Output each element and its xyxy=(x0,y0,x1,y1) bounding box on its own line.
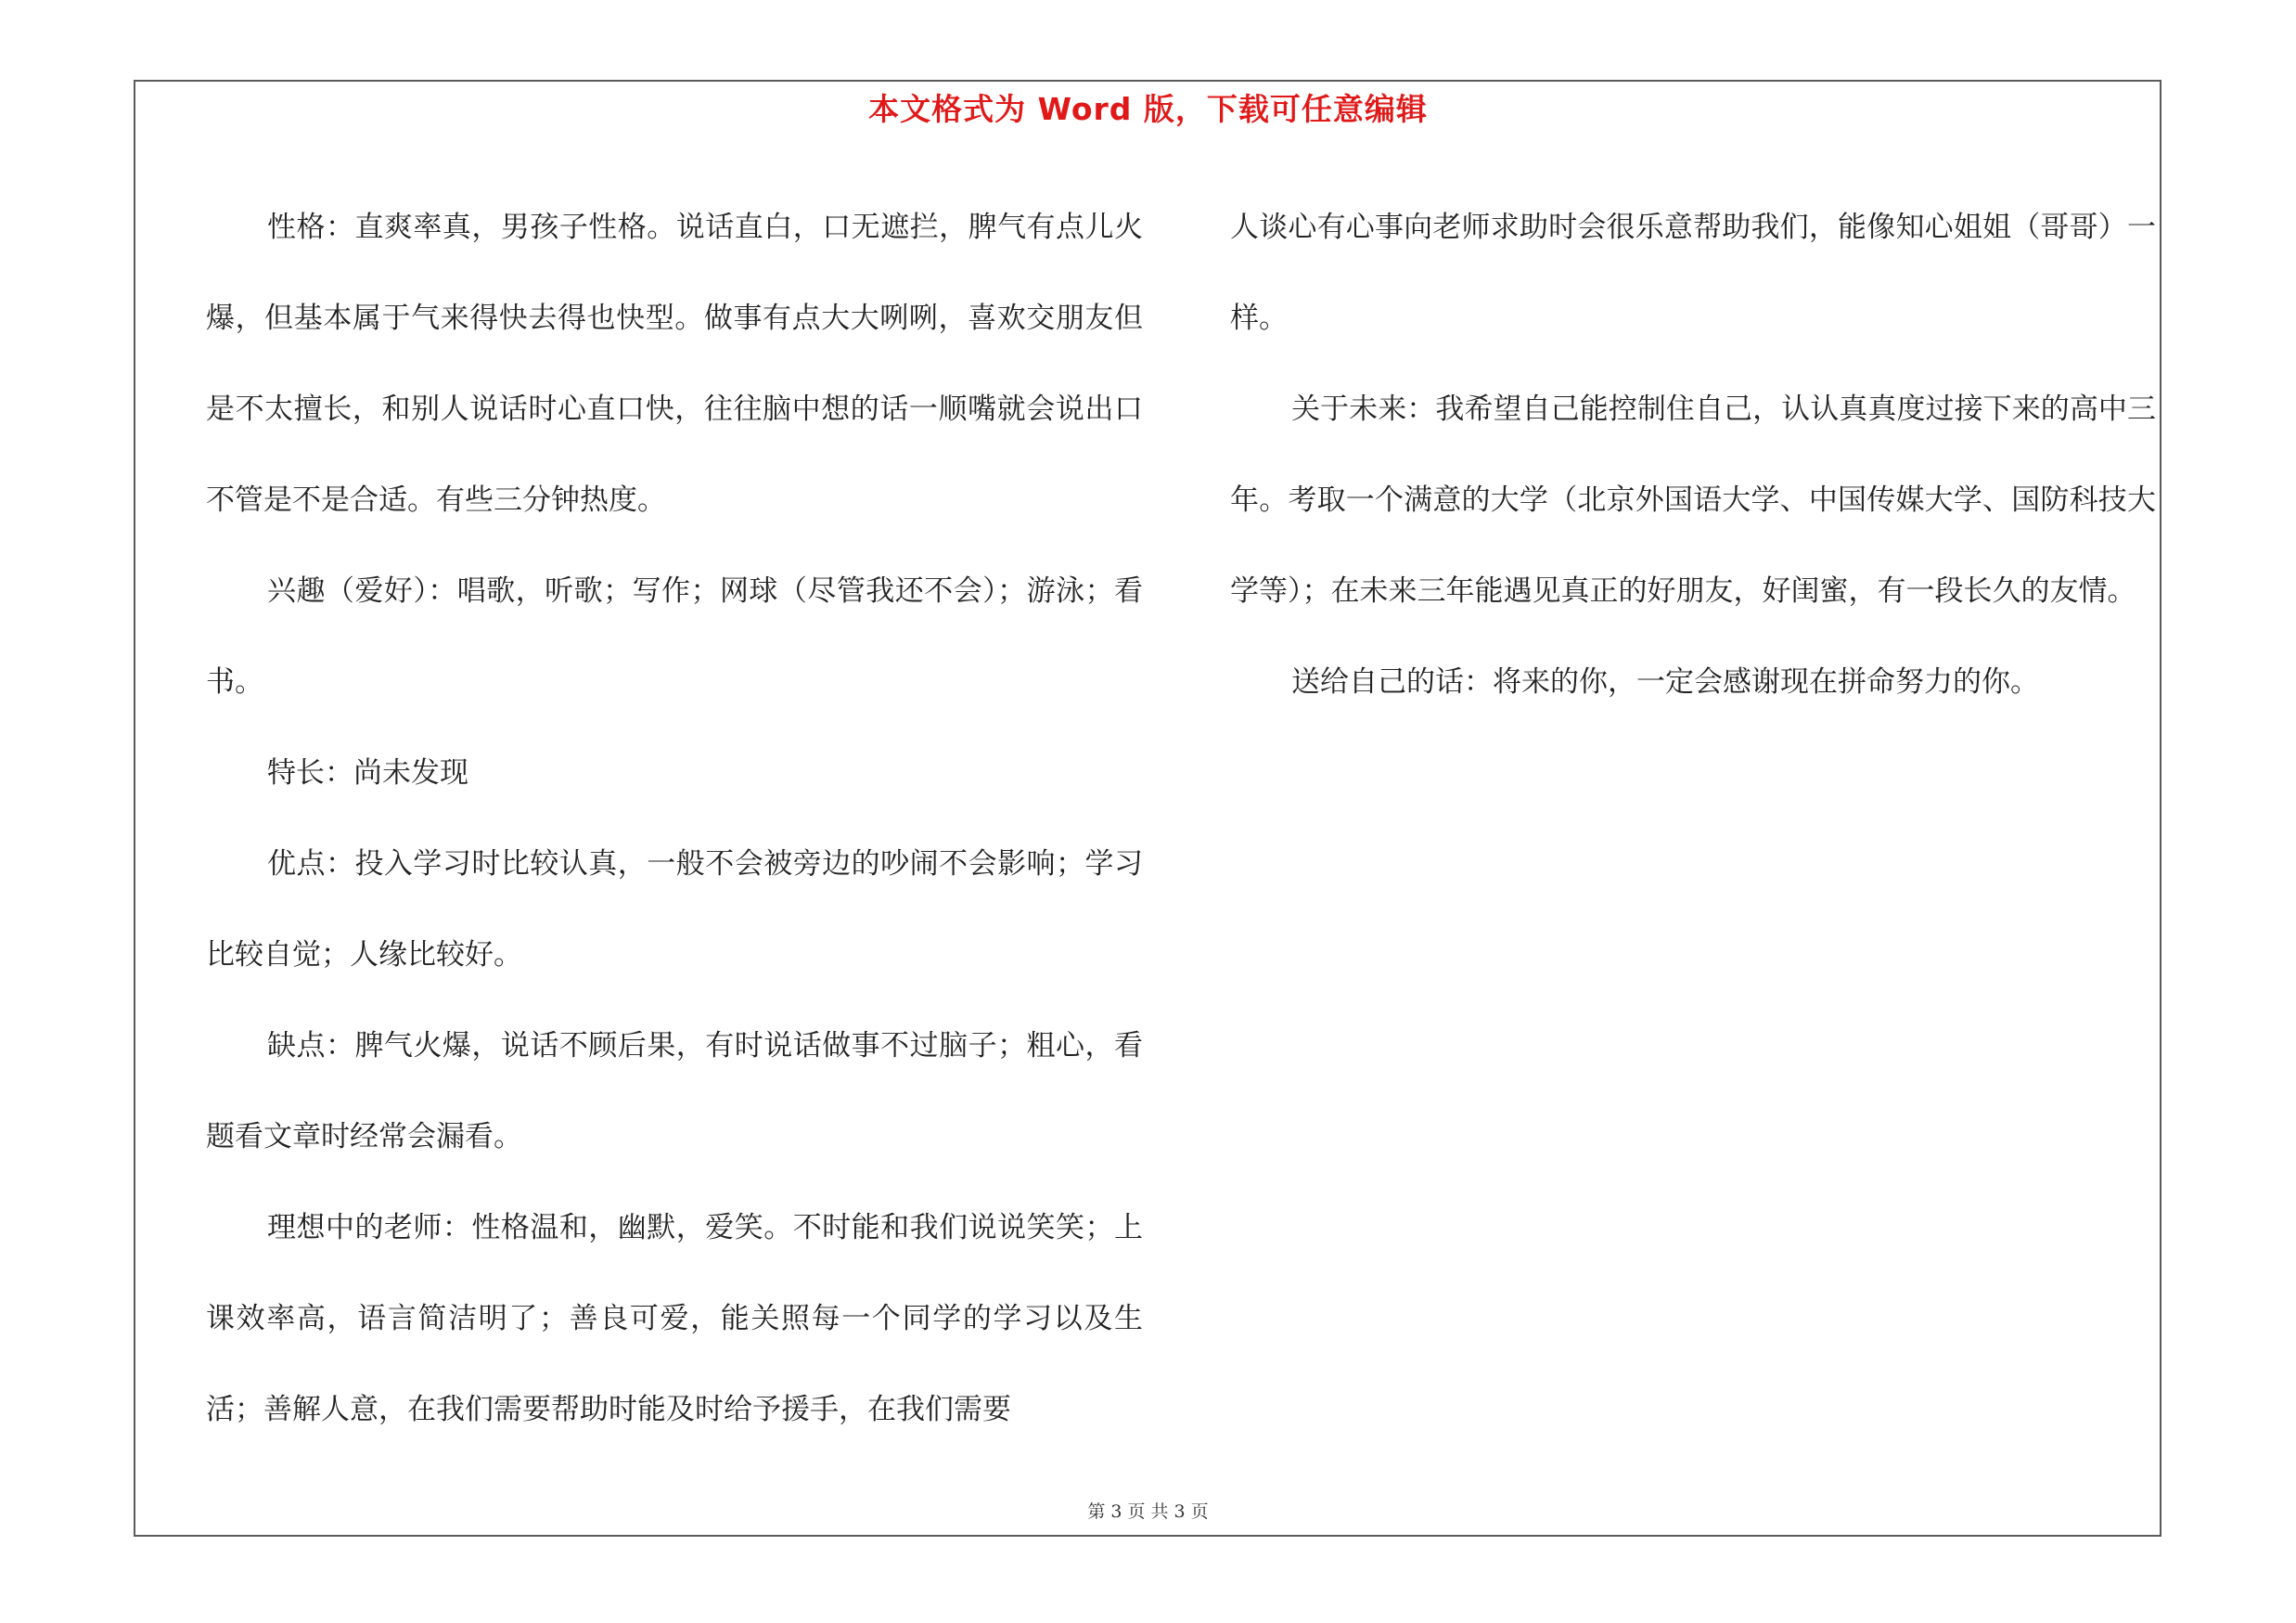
format-banner: 本文格式为 Word 版，下载可任意编辑 xyxy=(868,91,1428,127)
paragraph-interests: 兴趣（爱好）：唱歌，听歌；写作；网球（尽管我还不会）；游泳；看书。 xyxy=(206,574,1143,699)
paragraph-ideal-teacher-continued: 人谈心有心事向老师求助时会很乐意帮助我们，能像知心姐姐（哥哥）一样。 xyxy=(1230,211,2156,335)
page-number-footer: 第 3 页 共 3 页 xyxy=(1087,1501,1209,1522)
paragraph-specialty: 特长：尚未发现 xyxy=(267,756,468,790)
paragraph-weaknesses: 缺点：脾气火爆，说话不顾后果，有时说话做事不过脑子；粗心，看题看文章时经常会漏看。 xyxy=(206,1029,1143,1153)
paragraph-future: 关于未来：我希望自己能控制住自己，认认真真度过接下来的高中三年。考取一个满意的大学（北京外国语大学、中国传媒大学、国防科技大学等）；在未来三年能遇见真正的好朋友，好闺蜜，有一段长久的友情。 xyxy=(1230,393,2156,608)
right-column xyxy=(1230,182,2156,728)
left-column xyxy=(206,182,1143,1455)
paragraph-personality: 性格：直爽率真，男孩子性格。说话直白，口无遮拦，脾气有点儿火爆，但基本属于气来得快去得也快型。做事有点大大咧咧，喜欢交朋友但是不太擅长，和别人说话时心直口快，往往脑中想的话一顺嘴就会说出口不管是不是合适。有些三分钟热度。 xyxy=(206,211,1143,517)
paragraph-ideal-teacher: 理想中的老师：性格温和，幽默，爱笑。不时能和我们说说笑笑；上课效率高，语言简洁明了；善良可爱，能关照每一个同学的学习以及生活；善解人意，在我们需要帮助时能及时给予援手，在我们需要 xyxy=(206,1211,1143,1426)
paragraph-motto: 送给自己的话：将来的你，一定会感谢现在拼命努力的你。 xyxy=(1291,665,2039,699)
paragraph-strengths: 优点：投入学习时比较认真，一般不会被旁边的吵闹不会影响；学习比较自觉；人缘比较好。 xyxy=(206,847,1143,972)
